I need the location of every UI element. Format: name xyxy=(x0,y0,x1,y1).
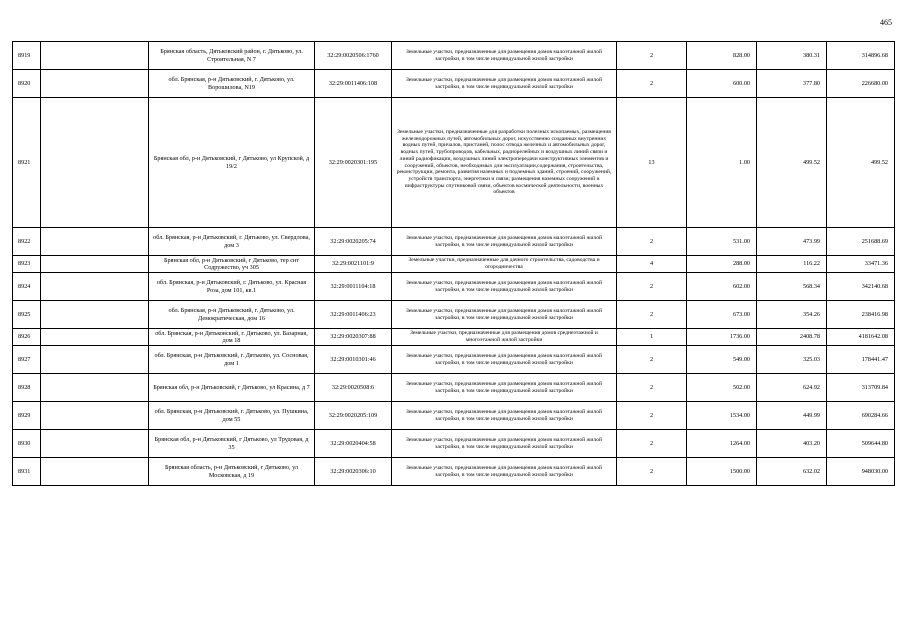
cell-area: 828.00 xyxy=(687,42,757,70)
cell-empty xyxy=(41,273,149,301)
cell-usage-group: 2 xyxy=(617,42,687,70)
cell-area: 531.00 xyxy=(687,228,757,256)
cell-empty xyxy=(41,70,149,98)
cell-cadastral-value: 690284.66 xyxy=(827,402,895,430)
cell-cadastral-number: 32:29:0011406:108 xyxy=(315,70,392,98)
cell-empty xyxy=(41,458,149,486)
cell-area: 502.00 xyxy=(687,374,757,402)
cell-empty xyxy=(41,374,149,402)
cell-empty xyxy=(41,228,149,256)
cell-address: обл. Брянская, р-н Дятьковский, г. Дятьково, ул. Демократическая, дом 16 xyxy=(149,301,315,329)
cell-specific-value: 377.80 xyxy=(757,70,827,98)
cell-specific-value: 325.03 xyxy=(757,346,827,374)
cell-usage-group: 2 xyxy=(617,70,687,98)
cell-land-usage: Земельные участки, предназначенные для размещения домов малоэтажной жилой застройки, в том числе индивидуальной жилой застройки xyxy=(392,273,617,301)
cell-number: 8925 xyxy=(13,301,41,329)
cell-cadastral-number: 32:29:0011406:23 xyxy=(315,301,392,329)
cell-land-usage: Земельные участки, предназначенные для размещения домов малоэтажной жилой застройки, в том числе индивидуальной жилой застройки xyxy=(392,228,617,256)
cell-cadastral-number: 32:29:0020205:109 xyxy=(315,402,392,430)
cell-address: Брянская обл, р-н Дятьковский, г Дятьково, ул Крупской, д 19/2 xyxy=(149,98,315,228)
cell-address: Брянская область, р-н Дятьковский, г Дятьково, ул Московская, д 19 xyxy=(149,458,315,486)
cell-cadastral-number: 32:29:0020307:88 xyxy=(315,329,392,346)
table-row xyxy=(13,256,895,273)
cell-usage-group: 2 xyxy=(617,228,687,256)
page-number: 465 xyxy=(880,18,892,27)
table-row xyxy=(13,42,895,70)
cell-specific-value: 116.22 xyxy=(757,256,827,273)
cell-cadastral-number: 32:29:0010301:46 xyxy=(315,346,392,374)
cell-area: 1264.00 xyxy=(687,430,757,458)
cell-cadastral-value: 238416.98 xyxy=(827,301,895,329)
cell-area: 602.00 xyxy=(687,273,757,301)
cell-number: 8923 xyxy=(13,256,41,273)
cell-cadastral-value: 948030.00 xyxy=(827,458,895,486)
cell-usage-group: 2 xyxy=(617,430,687,458)
cell-area: 549.00 xyxy=(687,346,757,374)
cell-land-usage: Земельные участки, предназначенные для размещения домов малоэтажной жилой застройки, в том числе индивидуальной жилой застройки xyxy=(392,402,617,430)
cell-specific-value: 2408.78 xyxy=(757,329,827,346)
cell-usage-group: 2 xyxy=(617,346,687,374)
cell-area: 1.00 xyxy=(687,98,757,228)
cell-number: 8930 xyxy=(13,430,41,458)
cell-address: Брянская обл, р-н Дятьковский, г Дятьково, ул Трудовая, д 35 xyxy=(149,430,315,458)
cell-area: 673.00 xyxy=(687,301,757,329)
cell-cadastral-number: 32:29:0020508:6 xyxy=(315,374,392,402)
cell-usage-group: 1 xyxy=(617,329,687,346)
cell-land-usage: Земельные участки, предназначенные для размещения домов среднеэтажной и многоэтажной жилой застройки xyxy=(392,329,617,346)
cell-specific-value: 380.31 xyxy=(757,42,827,70)
cell-cadastral-number: 32:29:0020205:74 xyxy=(315,228,392,256)
cell-address: обл. Брянская, р-н Дятьковский, г. Дятьково, ул. Сосновая, дом 1 xyxy=(149,346,315,374)
cell-number: 8929 xyxy=(13,402,41,430)
table-row xyxy=(13,301,895,329)
cell-land-usage: Земельные участки, предназначенные для размещения домов малоэтажной жилой застройки, в том числе индивидуальной жилой застройки xyxy=(392,430,617,458)
cell-area: 1500.00 xyxy=(687,458,757,486)
cell-number: 8919 xyxy=(13,42,41,70)
cell-empty xyxy=(41,346,149,374)
cell-address: обл. Брянская, р-н Дятьковский, г. Дятьково, ул. Ворошилова, N19 xyxy=(149,70,315,98)
cell-usage-group: 2 xyxy=(617,374,687,402)
cell-usage-group: 4 xyxy=(617,256,687,273)
table-row xyxy=(13,402,895,430)
cell-specific-value: 624.92 xyxy=(757,374,827,402)
cell-empty xyxy=(41,329,149,346)
table-row xyxy=(13,273,895,301)
table-row xyxy=(13,98,895,228)
cell-number: 8924 xyxy=(13,273,41,301)
cell-cadastral-number: 32:29:0011104:18 xyxy=(315,273,392,301)
cell-number: 8928 xyxy=(13,374,41,402)
cell-area: 1534.00 xyxy=(687,402,757,430)
table-row xyxy=(13,329,895,346)
cell-cadastral-value: 342140.68 xyxy=(827,273,895,301)
cell-specific-value: 449.99 xyxy=(757,402,827,430)
cell-empty xyxy=(41,98,149,228)
cell-address: обл. Брянская, р-н Дятьковский, г. Дятьково, ул. Базарная, дом 18 xyxy=(149,329,315,346)
cell-area: 600.00 xyxy=(687,70,757,98)
cell-cadastral-value: 251688.69 xyxy=(827,228,895,256)
cell-cadastral-value: 314896.68 xyxy=(827,42,895,70)
cell-land-usage: Земельные участки, предназначенные для размещения домов малоэтажной жилой застройки, в том числе индивидуальной жилой застройки xyxy=(392,70,617,98)
cell-specific-value: 499.52 xyxy=(757,98,827,228)
cell-usage-group: 2 xyxy=(617,273,687,301)
cell-number: 8926 xyxy=(13,329,41,346)
cell-land-usage: Земельные участки, предназначенные для размещения домов малоэтажной жилой застройки, в том числе индивидуальной жилой застройки xyxy=(392,42,617,70)
cell-specific-value: 473.99 xyxy=(757,228,827,256)
cell-cadastral-number: 32:29:0020506:1760 xyxy=(315,42,392,70)
cell-cadastral-value: 313709.84 xyxy=(827,374,895,402)
cell-specific-value: 568.34 xyxy=(757,273,827,301)
cell-cadastral-number: 32:29:0020404:58 xyxy=(315,430,392,458)
cell-number: 8921 xyxy=(13,98,41,228)
cell-number: 8922 xyxy=(13,228,41,256)
cell-empty xyxy=(41,430,149,458)
cell-address: Брянская обл, р-н Дятьковский, г Дятьково, тер снт Содружество, уч 305 xyxy=(149,256,315,273)
cell-land-usage: Земельные участки, предназначенные для размещения домов малоэтажной жилой застройки, в том числе индивидуальной жилой застройки xyxy=(392,346,617,374)
cell-area: 1736.00 xyxy=(687,329,757,346)
table-row xyxy=(13,346,895,374)
cell-cadastral-value: 226680.00 xyxy=(827,70,895,98)
cell-empty xyxy=(41,301,149,329)
cell-cadastral-number: 32:29:0020301:195 xyxy=(315,98,392,228)
cell-area: 288.00 xyxy=(687,256,757,273)
cell-usage-group: 13 xyxy=(617,98,687,228)
cell-address: Брянская обл, р-н Дятьковский, г Дятьково, ул Красина, д 7 xyxy=(149,374,315,402)
land-registry-table xyxy=(12,41,895,486)
cell-specific-value: 632.02 xyxy=(757,458,827,486)
cell-address: обл. Брянская, р-н Дятьковский, г. Дятьково, ул. Свердлова, дом 3 xyxy=(149,228,315,256)
cell-land-usage: Земельные участки, предназначенные для размещения домов малоэтажной жилой застройки, в том числе индивидуальной жилой застройки xyxy=(392,301,617,329)
cell-empty xyxy=(41,42,149,70)
cell-usage-group: 2 xyxy=(617,301,687,329)
table-row xyxy=(13,70,895,98)
table-row xyxy=(13,228,895,256)
cell-cadastral-value: 33471.36 xyxy=(827,256,895,273)
cell-specific-value: 354.26 xyxy=(757,301,827,329)
cell-address: обл. Брянская, р-н Дятьковский, г. Дятьково, ул. Красная Роза, дом 101, кв.1 xyxy=(149,273,315,301)
cell-cadastral-number: 32:29:0021101:9 xyxy=(315,256,392,273)
cell-land-usage: Земельные участки, предназначенные для размещения домов малоэтажной жилой застройки, в том числе индивидуальной жилой застройки xyxy=(392,458,617,486)
table-row xyxy=(13,430,895,458)
cell-cadastral-value: 178441.47 xyxy=(827,346,895,374)
cell-number: 8920 xyxy=(13,70,41,98)
cell-land-usage: Земельные участки, предназначенные для дачного строительства, садоводства и огородничества xyxy=(392,256,617,273)
table-row xyxy=(13,374,895,402)
cell-cadastral-value: 509644.80 xyxy=(827,430,895,458)
cell-land-usage: Земельные участки, предназначенные для разработки полезных ископаемых, размещения железнодорожных путей, автомобильных дорог, искусственно созданных внутренних водных путей, причалов, пристаней, полос отвода железных и автомобильных дорог, водных путей, трубопроводов, кабельных, радиорелейных и воздушных линий связи и линий радиофикации, воздушных линий электропередачи конструктивных элементов и сооружений, объектов, необходимых для эксплуатации,содержания, строительства, реконструкции, ремонта, развития наземных и подземных зданий, строений, сооружений, устройств транспорта, энергетики и связи; размещения наземных сооружений и инфраструктуры спутниковой связи, объектов космической деятельности, военных объектов xyxy=(392,98,617,228)
table-row xyxy=(13,458,895,486)
cell-number: 8927 xyxy=(13,346,41,374)
cell-empty xyxy=(41,256,149,273)
cell-cadastral-value: 499.52 xyxy=(827,98,895,228)
cell-land-usage: Земельные участки, предназначенные для размещения домов малоэтажной жилой застройки, в том числе индивидуальной жилой застройки xyxy=(392,374,617,402)
cell-address: Брянская область, Дятьковский район, г. Дятьково, ул. Строительная, N 7 xyxy=(149,42,315,70)
cell-address: обл. Брянская, р-н Дятьковский, г. Дятьково, ул. Пушкина, дом 55 xyxy=(149,402,315,430)
cell-empty xyxy=(41,402,149,430)
cell-number: 8931 xyxy=(13,458,41,486)
cell-usage-group: 2 xyxy=(617,402,687,430)
cell-specific-value: 403.20 xyxy=(757,430,827,458)
cell-usage-group: 2 xyxy=(617,458,687,486)
cell-cadastral-number: 32:29:0020306:10 xyxy=(315,458,392,486)
cell-cadastral-value: 4181642.08 xyxy=(827,329,895,346)
